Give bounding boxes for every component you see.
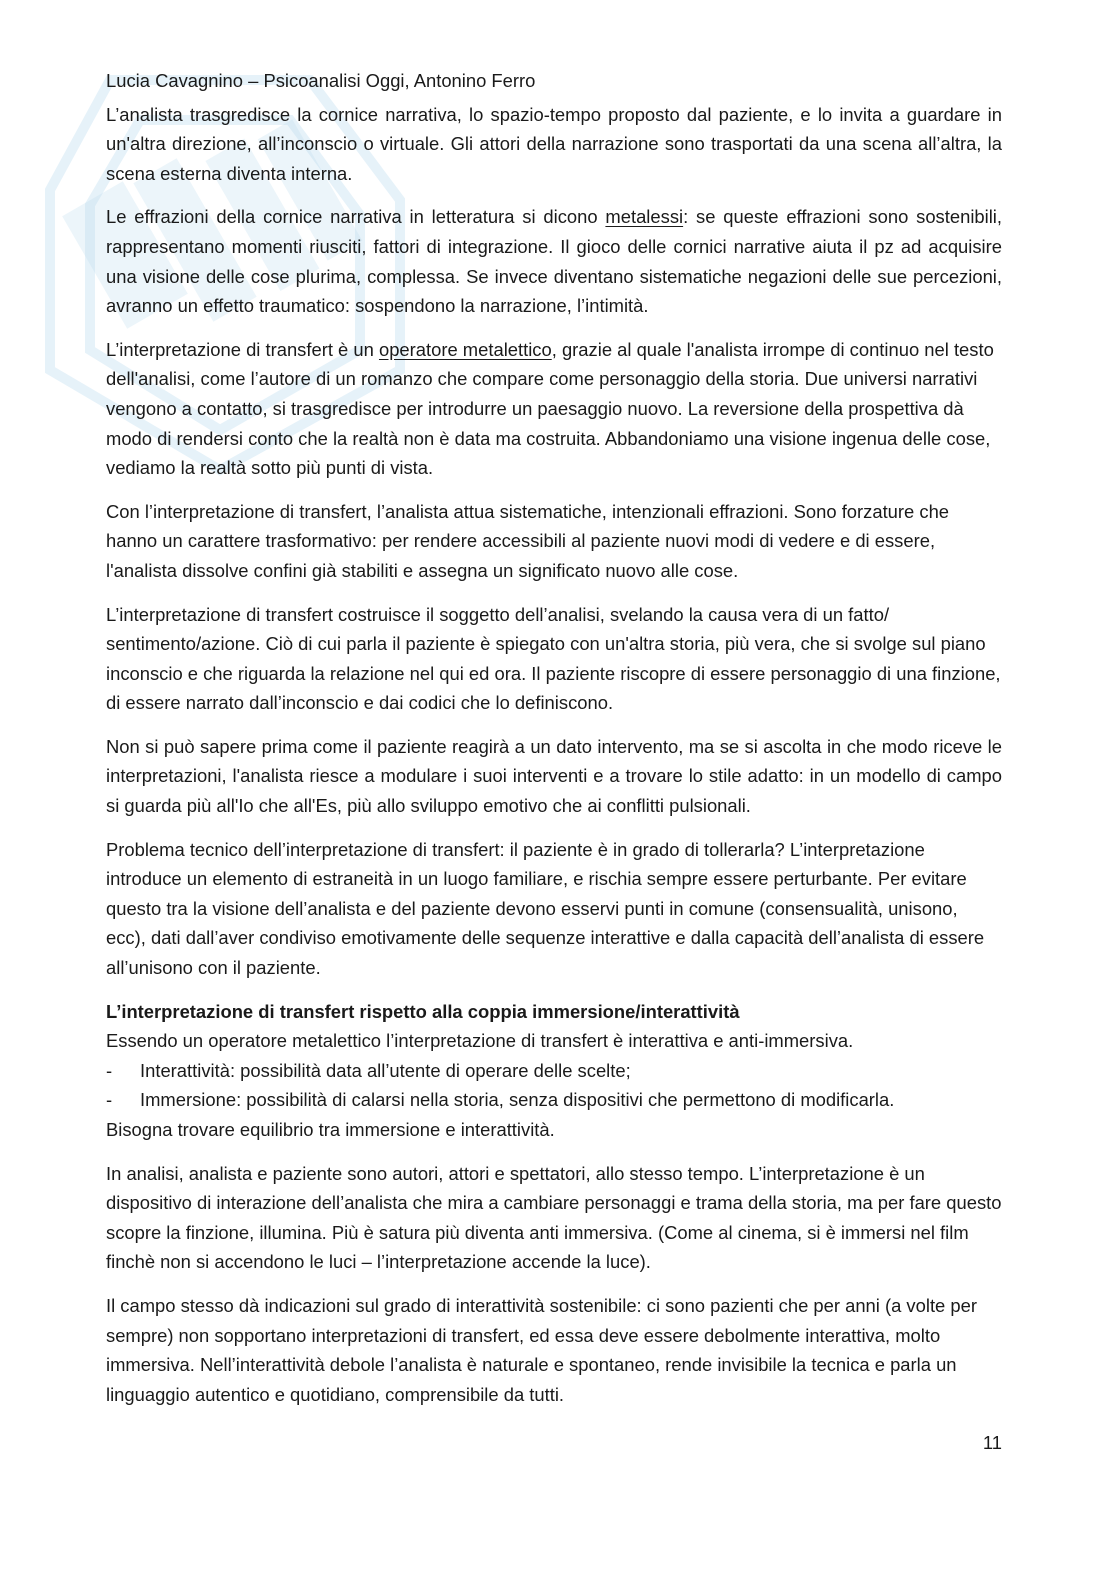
page-number: 11: [982, 1432, 1002, 1453]
paragraph-1: L’analista trasgredisce la cornice narrativa, lo spazio-tempo proposto dal paziente, e lo invita a guardare in un'altra direzione, all’inconscio o virtuale. Gli attori della narrazione sono trasportati da una scena all’altra, la scena esterna diventa interna.: [106, 103, 1002, 184]
paragraph-3-text-end: , grazie al quale l'analista irrompe di continuo nel testo dell'analisi, come l’autore di un romanzo che compare come personaggio della storia. Due universi narrativi vengono a contatto, si trasgredisce per introdurre un paesaggio nuovo. La reversione della prospettiva dà modo di rendersi conto che la realtà non è data ma costruita. Abbandoniamo una visione ingenua delle cose, vediamo la realtà sotto più punti di vista.: [106, 338, 994, 479]
list-item-text: Immersione: possibilità di calarsi nella storia, senza dispositivi che permettono di modificarla.: [140, 1089, 895, 1111]
section-intro: Essendo un operatore metalettico l’interpretazione di transfert è interattiva e anti-immersiva.: [106, 1030, 854, 1052]
paragraph-6: Non si può sapere prima come il paziente reagirà a un dato intervento, ma se si ascolta in che modo riceve le interpretazioni, l'analista riesce a modulare i suoi interventi e a trovare lo stile adatto: in un modello di campo si guarda più all'Io che all'Es, più allo sviluppo emotivo che ai conflitti pulsionali.: [106, 735, 1002, 817]
list-item: [106, 1056, 1002, 1086]
paragraph-4: Con l’interpretazione di transfert, l’analista attua sistematiche, intenzionali effrazioni. Sono forzature che hanno un carattere trasformativo: per rendere accessibili al paziente nuovi modi di vedere e di essere, l'analista dissolve confini già stabiliti e assegna un significato nuovo alle cose.: [106, 500, 950, 581]
paragraph-3-text-start: L’interpretazione di transfert è un: [106, 338, 379, 360]
paragraph-2-text-start: Le effrazioni della cornice narrativa in letteratura si dicono: [106, 206, 606, 228]
page-content: [106, 66, 1002, 1409]
paragraph-2-text-end: : se queste effrazioni sono sostenibili, rappresentano momenti riusciti, fattori di integrazione. Il gioco delle cornici narrative aiuta il pz ad acquisire una visione delle cose plurima, complessa. Se invece diventano sistematiche negazioni delle sue percezioni, avranno un effetto traumatico: sospendono la narrazione, l’intimità.: [106, 206, 1002, 317]
list-marker: -: [106, 1059, 113, 1081]
section-heading: L’interpretazione di transfert rispetto alla coppia immersione/interattività: [106, 1000, 740, 1022]
paragraph-9: Il campo stesso dà indicazioni sul grado di interattività sostenibile: ci sono pazienti che per anni (a volte per sempre) non sopportano interpretazioni di transfert, ed essa deve essere debolmente interattiva, molto immersiva. Nell’interattività debole l’analista è naturale e spontaneo, rende invisibile la tecnica e parla un linguaggio autentico e quotidiano, comprensibile da tutti.: [106, 1294, 977, 1405]
section-outro: Bisogna trovare equilibrio tra immersione e interattività.: [106, 1119, 555, 1140]
list-item-text: Interattività: possibilità data all’utente di operare delle scelte;: [140, 1059, 631, 1081]
paragraph-5: L’interpretazione di transfert costruisce il soggetto dell’analisi, svelando la causa vera di un fatto/ sentimento/azione. Ciò di cui parla il paziente è spiegato con un'altra storia, più vera, che si svolge sul piano inconscio e che riguarda la relazione nel qui ed ora. Il paziente riscopre di essere personaggio di una finzione, di essere narrato dall’inconscio e dai codici che lo definiscono.: [106, 603, 1001, 714]
paragraph-7: Problema tecnico dell’interpretazione di transfert: il paziente è in grado di tollerarla? L’interpretazione introduce un elemento di estraneità in un luogo familiare, e rischia sempre essere perturbante. Per evitare questo tra la visione dell’analista e del paziente devono esservi punti in comune (consensualità, unisono, ecc), dati dall’aver condiviso emotivamente delle sequenze interattive e dalla capacità dell’analista di essere all’unisono con il paziente.: [106, 838, 985, 979]
term-operatore-metalettico: operatore metalettico: [378, 338, 552, 360]
list-item: [106, 1085, 1002, 1115]
paragraph-2: [106, 202, 1002, 320]
paragraph-8: In analisi, analista e paziente sono autori, attori e spettatori, allo stesso tempo. L’interpretazione è un dispositivo di interazione dell’analista che mira a cambiare personaggi e trama della storia, ma per fare questo scopre la finzione, illumina. Più è satura più diventa anti immersiva. (Come al cinema, si è immersi nel film finchè non si accendono le luci – l’interpretazione accende la luce).: [106, 1162, 1002, 1273]
running-header: Lucia Cavagnino – Psicoanalisi Oggi, Antonino Ferro: [106, 70, 536, 91]
paragraph-3: [106, 335, 1002, 483]
list-marker: -: [106, 1089, 113, 1111]
term-metalessi: metalessi: [605, 206, 684, 228]
